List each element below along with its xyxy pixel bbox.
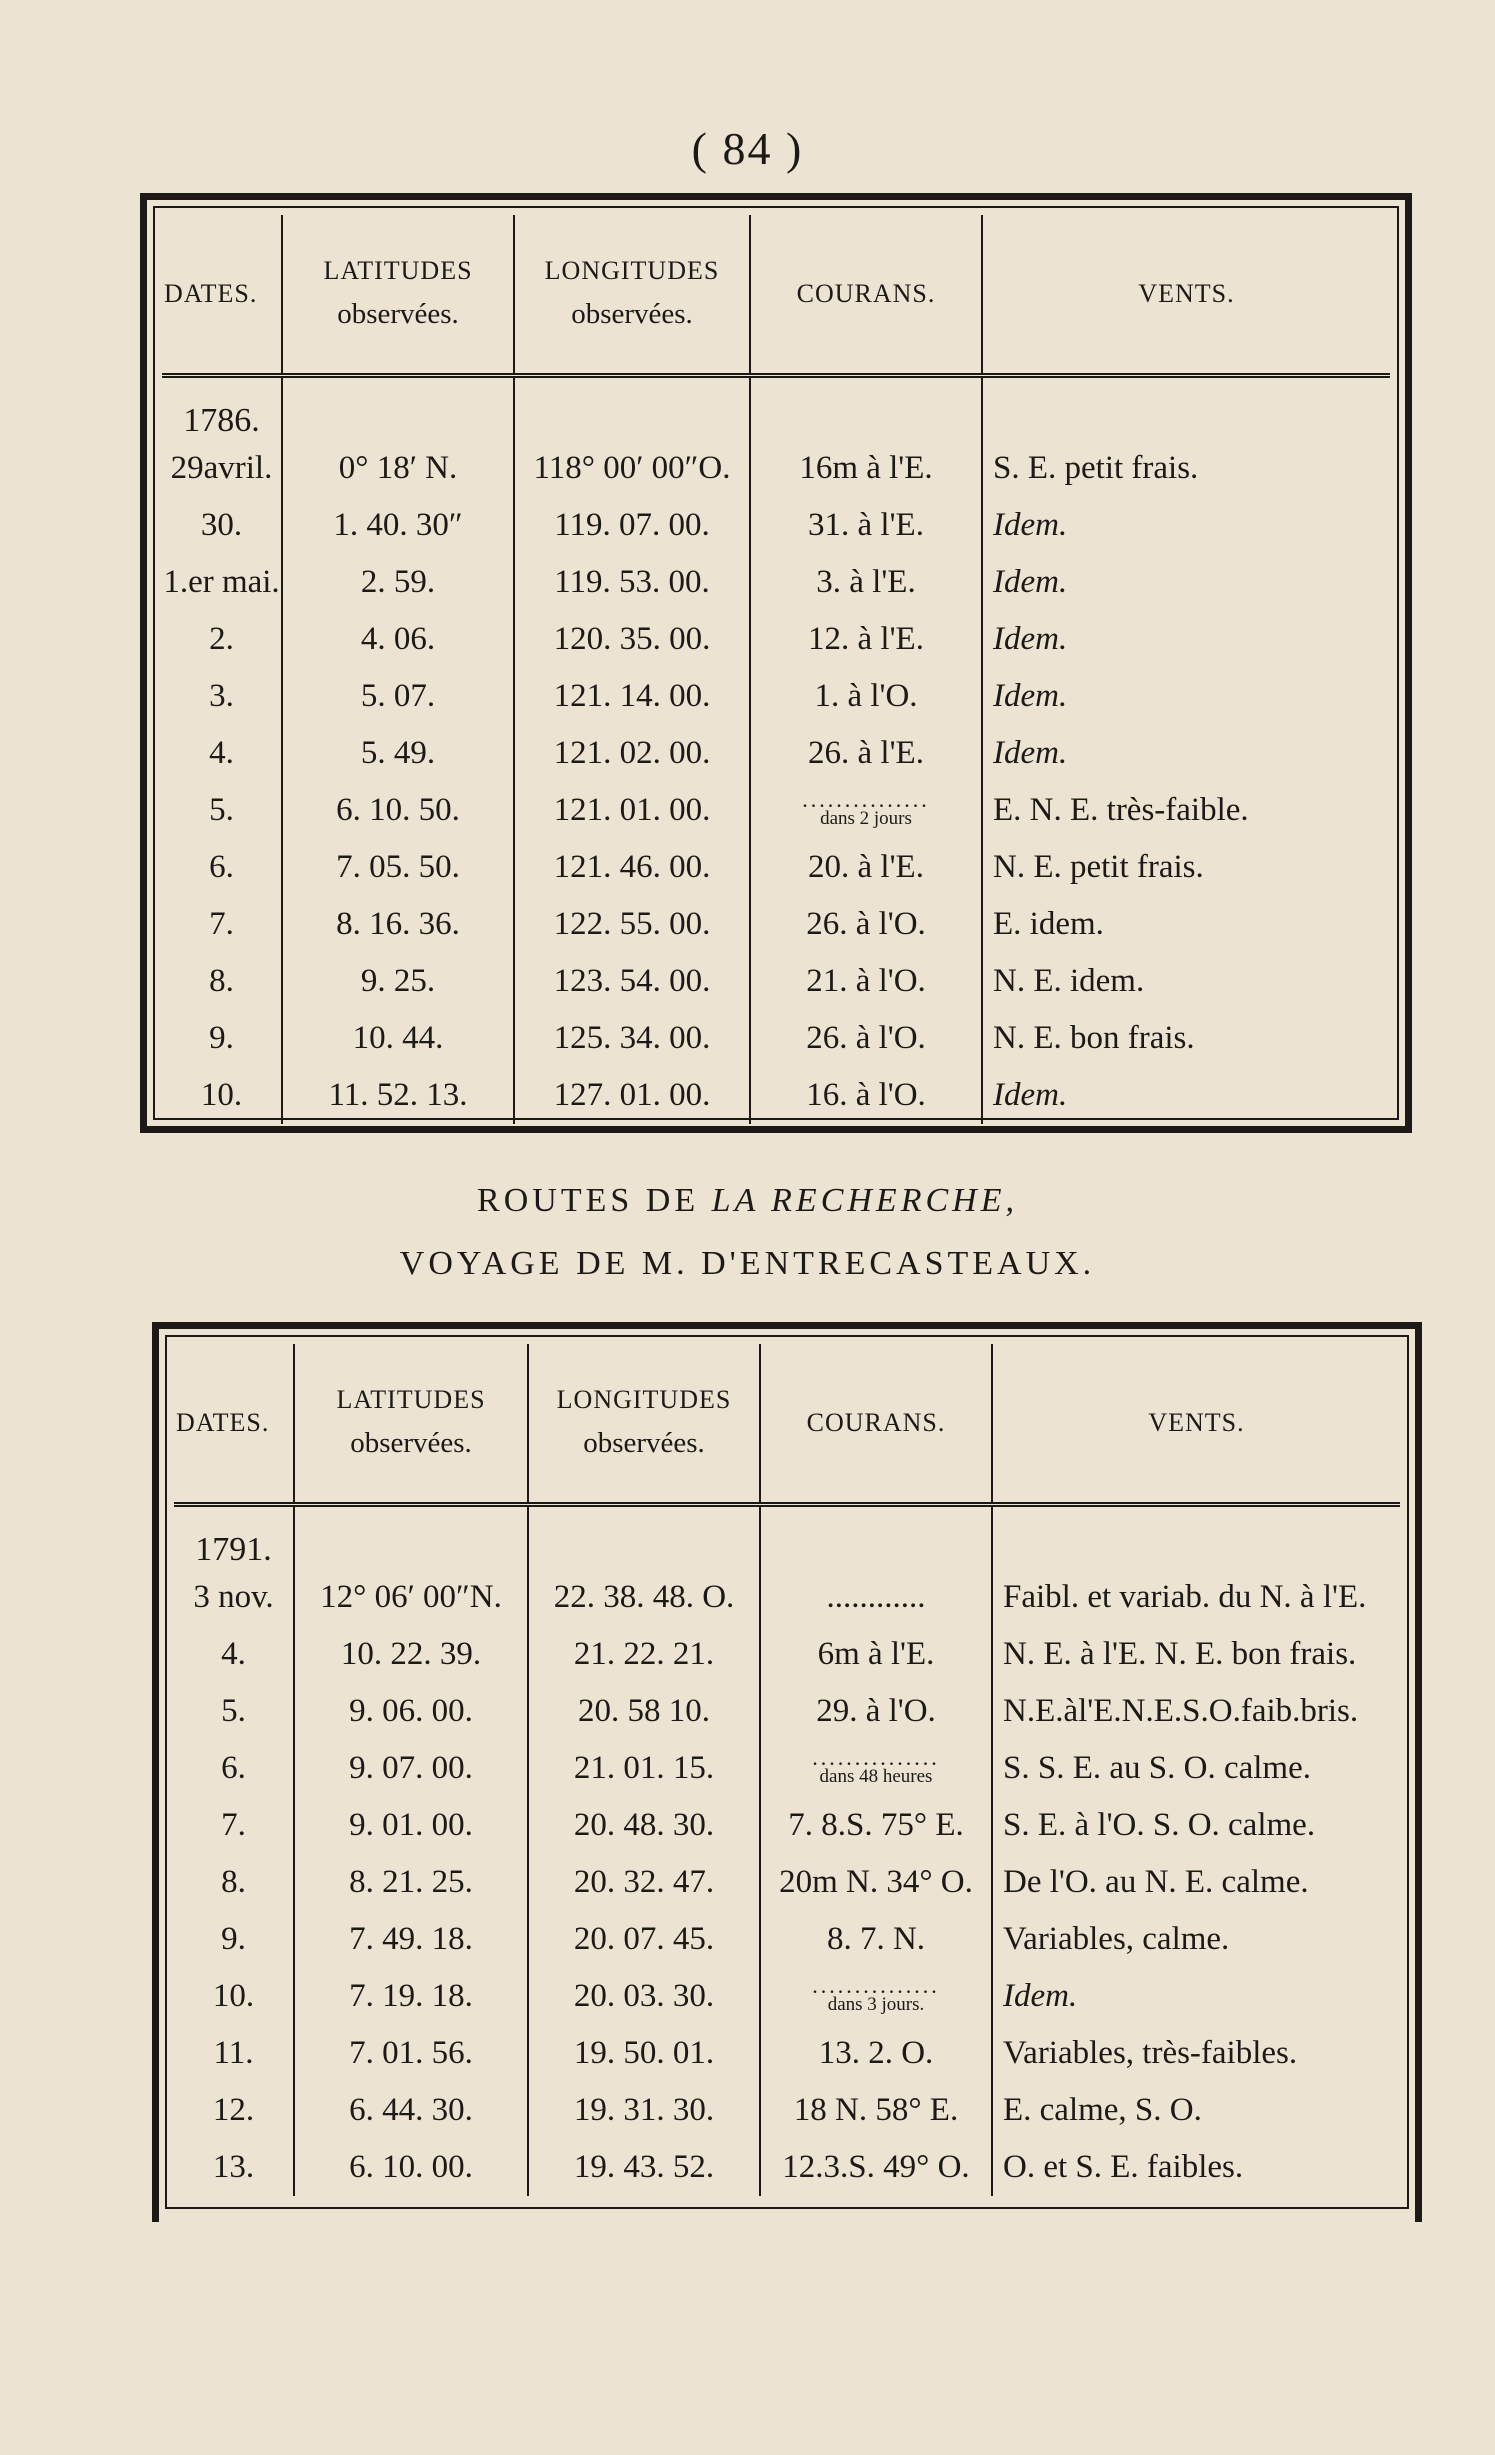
current-dots: ...............: [812, 1744, 940, 1770]
latitude-cell: 1. 40. 30″: [282, 497, 514, 554]
wind-cell: S. S. E. au S. O. calme.: [1003, 1750, 1311, 1786]
route-table-1791: [174, 1344, 1400, 2196]
year-row: [174, 1505, 1400, 1570]
longitude-cell: 121. 01. 00.: [514, 782, 750, 839]
table-row: [162, 782, 1390, 839]
section-title-line1: ROUTES DE LA RECHERCHE,: [477, 1182, 1018, 1219]
date-cell: 8.: [162, 953, 282, 1010]
longitude-cell: 122. 55. 00.: [514, 896, 750, 953]
latitude-cell: 7. 05. 50.: [282, 839, 514, 896]
latitude-cell: 4. 06.: [282, 611, 514, 668]
current-cell: 12.3.S. 49° O.: [760, 2139, 992, 2196]
longitude-cell: 119. 07. 00.: [514, 497, 750, 554]
header-latitudes: LATITUDES observées.: [294, 1344, 528, 1505]
header-longitudes: LONGITUDES observées.: [528, 1344, 760, 1505]
latitude-cell: 10. 22. 39.: [294, 1626, 528, 1683]
latitude-cell: 0° 18′ N.: [282, 440, 514, 497]
current-cell: 16m à l'E.: [750, 440, 982, 497]
header-courans: COURANS.: [750, 215, 982, 376]
wind-cell: Idem.: [1003, 1978, 1078, 2014]
table-row: [174, 1797, 1400, 1854]
latitude-cell: 5. 49.: [282, 725, 514, 782]
date-cell: 29avril.: [162, 440, 282, 497]
current-cell: 13. 2. O.: [760, 2025, 992, 2082]
header-latitudes: LATITUDES observées.: [282, 215, 514, 376]
current-cell: [750, 782, 982, 839]
current-cell: 18 N. 58° E.: [760, 2082, 992, 2139]
header-courans: COURANS.: [760, 1344, 992, 1505]
header-dates: DATES.: [174, 1344, 294, 1505]
wind-cell: Idem.: [993, 1077, 1068, 1113]
wind-cell: Variables, calme.: [1003, 1921, 1230, 1957]
date-cell: 3 nov.: [174, 1569, 294, 1626]
table-row: [162, 497, 1390, 554]
latitude-cell: 6. 10. 50.: [282, 782, 514, 839]
wind-cell: De l'O. au N. E. calme.: [1003, 1864, 1309, 1900]
latitude-cell: 11. 52. 13.: [282, 1067, 514, 1124]
longitude-cell: 20. 58 10.: [528, 1683, 760, 1740]
longitude-cell: 19. 50. 01.: [528, 2025, 760, 2082]
date-cell: 30.: [162, 497, 282, 554]
current-cell: 29. à l'O.: [760, 1683, 992, 1740]
current-dots: ...............: [812, 1972, 940, 1998]
table-row: [174, 2139, 1400, 2196]
current-cell: 16. à l'O.: [750, 1067, 982, 1124]
current-note: dans 48 heures: [819, 1765, 933, 1787]
longitude-cell: 21. 22. 21.: [528, 1626, 760, 1683]
current-cell: 20. à l'E.: [750, 839, 982, 896]
date-cell: 2.: [162, 611, 282, 668]
table-row: [174, 1968, 1400, 2025]
current-dots: ...............: [802, 786, 930, 812]
header-dates: DATES.: [162, 215, 282, 376]
longitude-cell: 20. 07. 45.: [528, 1911, 760, 1968]
latitude-cell: 12° 06′ 00″N.: [294, 1569, 528, 1626]
longitude-cell: 19. 43. 52.: [528, 2139, 760, 2196]
table-row: [162, 1010, 1390, 1067]
wind-cell: Idem.: [993, 621, 1068, 657]
table-row: [162, 668, 1390, 725]
date-cell: 5.: [162, 782, 282, 839]
current-cell: [760, 1968, 992, 2025]
latitude-cell: 5. 07.: [282, 668, 514, 725]
longitude-cell: 19. 31. 30.: [528, 2082, 760, 2139]
longitude-cell: 121. 14. 00.: [514, 668, 750, 725]
latitude-cell: 8. 16. 36.: [282, 896, 514, 953]
current-cell: 31. à l'E.: [750, 497, 982, 554]
current-cell: [760, 1740, 992, 1797]
table-row: [174, 1740, 1400, 1797]
header-vents: VENTS.: [982, 215, 1390, 376]
year-label: 1786.: [162, 376, 282, 441]
current-cell: 20m N. 34° O.: [760, 1854, 992, 1911]
latitude-cell: 7. 19. 18.: [294, 1968, 528, 2025]
longitude-cell: 21. 01. 15.: [528, 1740, 760, 1797]
latitude-cell: 6. 44. 30.: [294, 2082, 528, 2139]
current-cell: 26. à l'O.: [750, 896, 982, 953]
date-cell: 1.er mai.: [162, 554, 282, 611]
wind-cell: E. calme, S. O.: [1003, 2092, 1202, 2128]
wind-cell: Idem.: [993, 735, 1068, 771]
current-cell: 6m à l'E.: [760, 1626, 992, 1683]
longitude-cell: 20. 32. 47.: [528, 1854, 760, 1911]
wind-cell: O. et S. E. faibles.: [1003, 2149, 1244, 2185]
table-row: [162, 440, 1390, 497]
date-cell: 9.: [174, 1911, 294, 1968]
route-table-1786: [162, 215, 1390, 1124]
wind-cell: S. E. à l'O. S. O. calme.: [1003, 1807, 1316, 1843]
longitude-cell: 118° 00′ 00″O.: [514, 440, 750, 497]
latitude-cell: 8. 21. 25.: [294, 1854, 528, 1911]
date-cell: 12.: [174, 2082, 294, 2139]
wind-cell: N. E. petit frais.: [993, 849, 1204, 885]
table-row: [162, 1067, 1390, 1124]
table-row: [162, 839, 1390, 896]
longitude-cell: 121. 02. 00.: [514, 725, 750, 782]
table-row: [174, 2025, 1400, 2082]
wind-cell: E. N. E. très-faible.: [993, 792, 1249, 828]
wind-cell: Variables, très-faibles.: [1003, 2035, 1298, 2071]
current-cell: 3. à l'E.: [750, 554, 982, 611]
table-row: [162, 554, 1390, 611]
latitude-cell: 9. 25.: [282, 953, 514, 1010]
longitude-cell: 20. 03. 30.: [528, 1968, 760, 2025]
date-cell: 9.: [162, 1010, 282, 1067]
current-note: dans 2 jours: [820, 807, 912, 829]
date-cell: 7.: [174, 1797, 294, 1854]
latitude-cell: 2. 59.: [282, 554, 514, 611]
longitude-cell: 121. 46. 00.: [514, 839, 750, 896]
table-row: [174, 2082, 1400, 2139]
latitude-cell: 10. 44.: [282, 1010, 514, 1067]
latitude-cell: 7. 01. 56.: [294, 2025, 528, 2082]
date-cell: 10.: [174, 1968, 294, 2025]
current-note: dans 3 jours.: [827, 1993, 925, 2015]
longitude-cell: 119. 53. 00.: [514, 554, 750, 611]
table-row: [162, 896, 1390, 953]
longitude-cell: 123. 54. 00.: [514, 953, 750, 1010]
wind-cell: S. E. petit frais.: [993, 450, 1199, 486]
latitude-cell: 9. 07. 00.: [294, 1740, 528, 1797]
wind-cell: N.E.àl'E.N.E.S.O.faib.bris.: [1003, 1693, 1359, 1729]
table-frame-1791: [152, 1322, 1422, 2222]
current-cell: ............: [760, 1569, 992, 1626]
header-vents: VENTS.: [992, 1344, 1400, 1505]
latitude-cell: 9. 01. 00.: [294, 1797, 528, 1854]
table-row: [174, 1569, 1400, 1626]
latitude-cell: 7. 49. 18.: [294, 1911, 528, 1968]
date-cell: 4.: [162, 725, 282, 782]
table-row: [162, 611, 1390, 668]
current-cell: 7. 8.S. 75° E.: [760, 1797, 992, 1854]
wind-cell: Faibl. et variab. du N. à l'E.: [1003, 1579, 1367, 1615]
longitude-cell: 120. 35. 00.: [514, 611, 750, 668]
wind-cell: N. E. à l'E. N. E. bon frais.: [1003, 1636, 1357, 1672]
latitude-cell: 9. 06. 00.: [294, 1683, 528, 1740]
date-cell: 4.: [174, 1626, 294, 1683]
year-row: [162, 376, 1390, 441]
date-cell: 13.: [174, 2139, 294, 2196]
longitude-cell: 22. 38. 48. O.: [528, 1569, 760, 1626]
current-cell: 12. à l'E.: [750, 611, 982, 668]
wind-cell: N. E. idem.: [993, 963, 1145, 999]
page-number: ( 84 ): [691, 123, 804, 174]
date-cell: 6.: [174, 1740, 294, 1797]
table-row: [162, 725, 1390, 782]
wind-cell: E. idem.: [993, 906, 1104, 942]
year-label: 1791.: [174, 1505, 294, 1570]
current-cell: 26. à l'O.: [750, 1010, 982, 1067]
date-cell: 3.: [162, 668, 282, 725]
date-cell: 11.: [174, 2025, 294, 2082]
wind-cell: Idem.: [993, 507, 1068, 543]
longitude-cell: 20. 48. 30.: [528, 1797, 760, 1854]
date-cell: 6.: [162, 839, 282, 896]
wind-cell: N. E. bon frais.: [993, 1020, 1195, 1056]
longitude-cell: 125. 34. 00.: [514, 1010, 750, 1067]
date-cell: 7.: [162, 896, 282, 953]
current-cell: 21. à l'O.: [750, 953, 982, 1010]
table-row: [174, 1683, 1400, 1740]
table-row: [174, 1854, 1400, 1911]
latitude-cell: 6. 10. 00.: [294, 2139, 528, 2196]
wind-cell: Idem.: [993, 678, 1068, 714]
section-title-line2: VOYAGE DE M. D'ENTRECASTEAUX.: [399, 1245, 1096, 1282]
wind-cell: Idem.: [993, 564, 1068, 600]
date-cell: 10.: [162, 1067, 282, 1124]
current-cell: 8. 7. N.: [760, 1911, 992, 1968]
current-cell: 1. à l'O.: [750, 668, 982, 725]
table-frame-1786: [140, 193, 1412, 1133]
current-cell: 26. à l'E.: [750, 725, 982, 782]
date-cell: 5.: [174, 1683, 294, 1740]
table-row: [162, 953, 1390, 1010]
table-row: [174, 1911, 1400, 1968]
date-cell: 8.: [174, 1854, 294, 1911]
table-row: [174, 1626, 1400, 1683]
header-longitudes: LONGITUDES observées.: [514, 215, 750, 376]
longitude-cell: 127. 01. 00.: [514, 1067, 750, 1124]
